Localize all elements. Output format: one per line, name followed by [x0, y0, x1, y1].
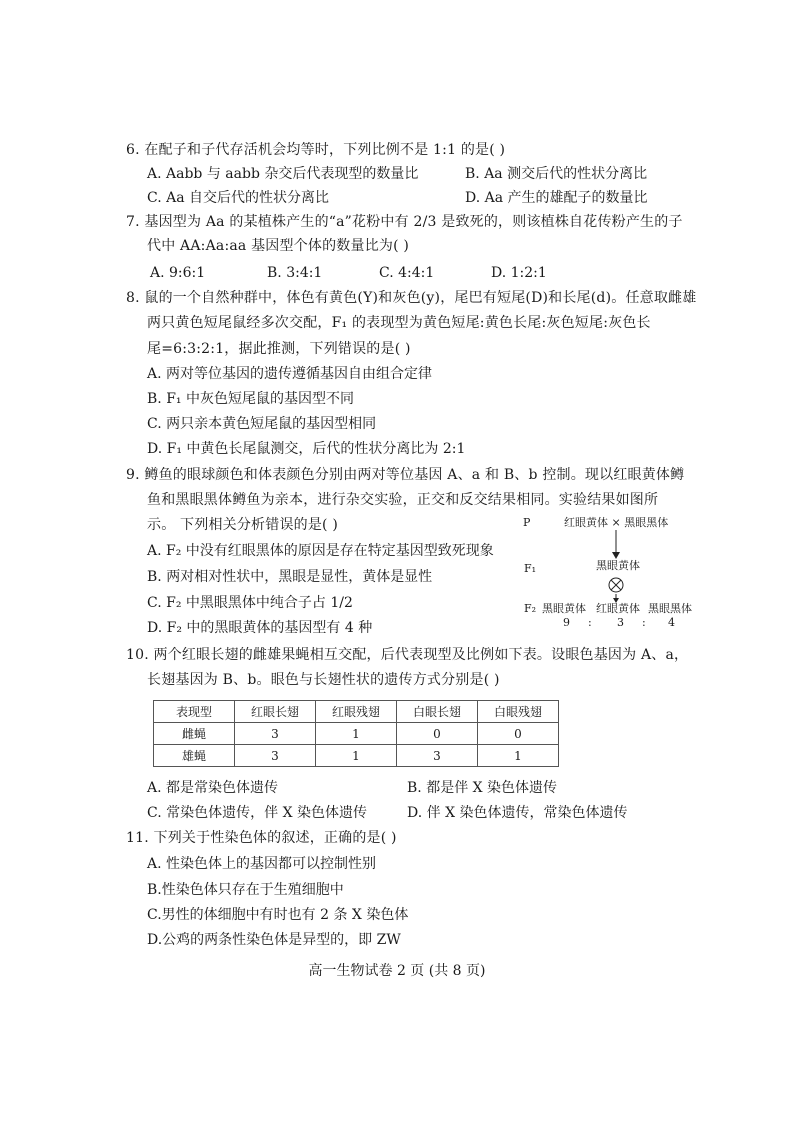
question-8-option-c: C. 两只亲本黄色短尾鼠的基因型相同 — [147, 416, 377, 432]
table-cell: 1 — [478, 745, 559, 767]
table-cell: 0 — [478, 723, 559, 745]
question-9-option-b: B. 两对相对性状中，黑眼是显性，黄体是显性 — [147, 569, 433, 585]
question-9-stem-line3: 示。 下列相关分析错误的是( ) — [147, 517, 339, 533]
table-header-cell: 红眼长翅 — [235, 701, 316, 723]
arrow-down-icon — [610, 530, 622, 560]
table-cell: 雌蝇 — [154, 723, 235, 745]
generation-f1-label: F₁ — [524, 562, 537, 575]
generation-f2-label: F₂ — [524, 602, 537, 615]
table-header-cell: 红眼残翅 — [316, 701, 397, 723]
question-6-option-b: B. Aa 测交后代的性状分离比 — [465, 166, 648, 182]
f2-ratio-4: 4 — [668, 616, 675, 629]
table-header-row — [154, 701, 559, 723]
table-row — [154, 745, 559, 767]
question-9-stem-line2: 鱼和黑眼黑体鳟鱼为亲本，进行杂交实验，正交和反交结果相同。实验结果如图所 — [147, 492, 659, 508]
question-7-option-a: A. 9:6:1 — [150, 265, 206, 281]
question-6-option-d: D. Aa 产生的雄配子的数量比 — [465, 190, 648, 206]
table-cell: 3 — [235, 723, 316, 745]
question-8-option-b: B. F₁ 中灰色短尾鼠的基因型不同 — [147, 391, 354, 407]
question-11-stem: 11. 下列关于性染色体的叙述，正确的是( ) — [126, 830, 397, 846]
question-9-stem-line1: 9. 鳟鱼的眼球颜色和体表颜色分别由两对等位基因 A、a 和 B、b 控制。现以红眼黄体鳟 — [126, 467, 685, 483]
page-footer: 高一生物试卷 2 页 (共 8 页) — [308, 963, 486, 979]
question-10-stem-line2: 长翅基因为 B、b。眼色与长翅性状的遗传方式分别是( ) — [147, 672, 500, 688]
question-7-stem-line1: 7. 基因型为 Aa 的某植株产生的“a”花粉中有 2/3 是致死的，则该植株自花传粉产生的子 — [126, 214, 683, 230]
question-11-option-a: A. 性染色体上的基因都可以控制性别 — [147, 856, 377, 872]
question-7-option-b: B. 3:4:1 — [267, 265, 323, 281]
question-6-option-c: C. Aa 自交后代的性状分离比 — [147, 190, 330, 206]
table-cell: 雄蝇 — [154, 745, 235, 767]
question-6-stem: 6. 在配子和子代存活机会均等时，下列比例不是 1:1 的是( ) — [126, 142, 506, 158]
question-7-stem-line2: 代中 AA:Aa:aa 基因型个体的数量比为( ) — [147, 238, 410, 254]
table-header-cell: 白眼残翅 — [478, 701, 559, 723]
table-cell: 1 — [316, 745, 397, 767]
question-9-option-a: A. F₂ 中没有红眼黑体的原因是存在特定基因型致死现象 — [147, 543, 494, 559]
table-cell: 3 — [397, 745, 478, 767]
question-10-stem-line1: 10. 两个红眼长翅的雌雄果蝇相互交配，后代表现型及比例如下表。设眼色基因为 A、a， — [126, 647, 689, 663]
question-8-stem-line3: 尾=6:3:2:1，据此推测，下列错误的是( ) — [147, 341, 411, 357]
table-row — [154, 723, 559, 745]
question-10-option-d: D. 伴 X 染色体遗传，常染色体遗传 — [407, 805, 628, 821]
question-8-option-d: D. F₁ 中黄色长尾鼠测交，后代的性状分离比为 2:1 — [147, 441, 466, 457]
question-11-option-b: B.性染色体只存在于生殖细胞中 — [147, 882, 344, 898]
parent-cross: 红眼黄体 × 黑眼黑体 — [564, 516, 669, 529]
f2-phenotype-black-black: 黑眼黑体 — [648, 602, 692, 615]
f2-phenotype-black-yellow: 黑眼黄体 — [542, 602, 586, 615]
question-10-option-a: A. 都是常染色体遗传 — [147, 780, 279, 796]
self-cross-icon — [607, 576, 625, 594]
question-10-option-b: B. 都是伴 X 染色体遗传 — [407, 780, 558, 796]
table-header-cell: 白眼长翅 — [397, 701, 478, 723]
question-9-option-d: D. F₂ 中的黑眼黄体的基因型有 4 种 — [147, 620, 373, 636]
table-cell: 1 — [316, 723, 397, 745]
f2-ratio-colon-2: : — [642, 616, 646, 629]
question-10-option-c: C. 常染色体遗传，伴 X 染色体遗传 — [147, 805, 367, 821]
question-8-option-a: A. 两对等位基因的遗传遵循基因自由组合定律 — [147, 366, 433, 382]
question-7-option-c: C. 4:4:1 — [379, 265, 435, 281]
f1-phenotype: 黑眼黄体 — [596, 559, 640, 572]
f2-ratio-9: 9 — [563, 616, 570, 629]
table-cell: 0 — [397, 723, 478, 745]
question-11-option-c: C.男性的体细胞中有时也有 2 条 X 染色体 — [147, 907, 409, 923]
table-header-cell: 表现型 — [154, 701, 235, 723]
phenotype-table — [153, 700, 559, 767]
f2-ratio-3: 3 — [617, 616, 624, 629]
question-8-stem-line2: 两只黄色短尾鼠经多次交配，F₁ 的表现型为黄色短尾:黄色长尾:灰色短尾:灰色长 — [147, 315, 651, 331]
question-11-option-d: D.公鸡的两条性染色体是异型的，即 ZW — [147, 932, 401, 948]
question-8-stem-line1: 8. 鼠的一个自然种群中，体色有黄色(Y)和灰色(y)，尾巴有短尾(D)和长尾(d)。任意取雌雄 — [126, 290, 697, 306]
question-9-option-c: C. F₂ 中黑眼黑体中纯合子占 1/2 — [147, 595, 353, 611]
question-6-option-a: A. Aabb 与 aabb 杂交后代表现型的数量比 — [147, 166, 419, 182]
f2-phenotype-red-yellow: 红眼黄体 — [596, 602, 640, 615]
table-cell: 3 — [235, 745, 316, 767]
f2-ratio-colon-1: : — [588, 616, 592, 629]
question-7-option-d: D. 1:2:1 — [491, 265, 547, 281]
generation-p-label: P — [523, 516, 531, 529]
